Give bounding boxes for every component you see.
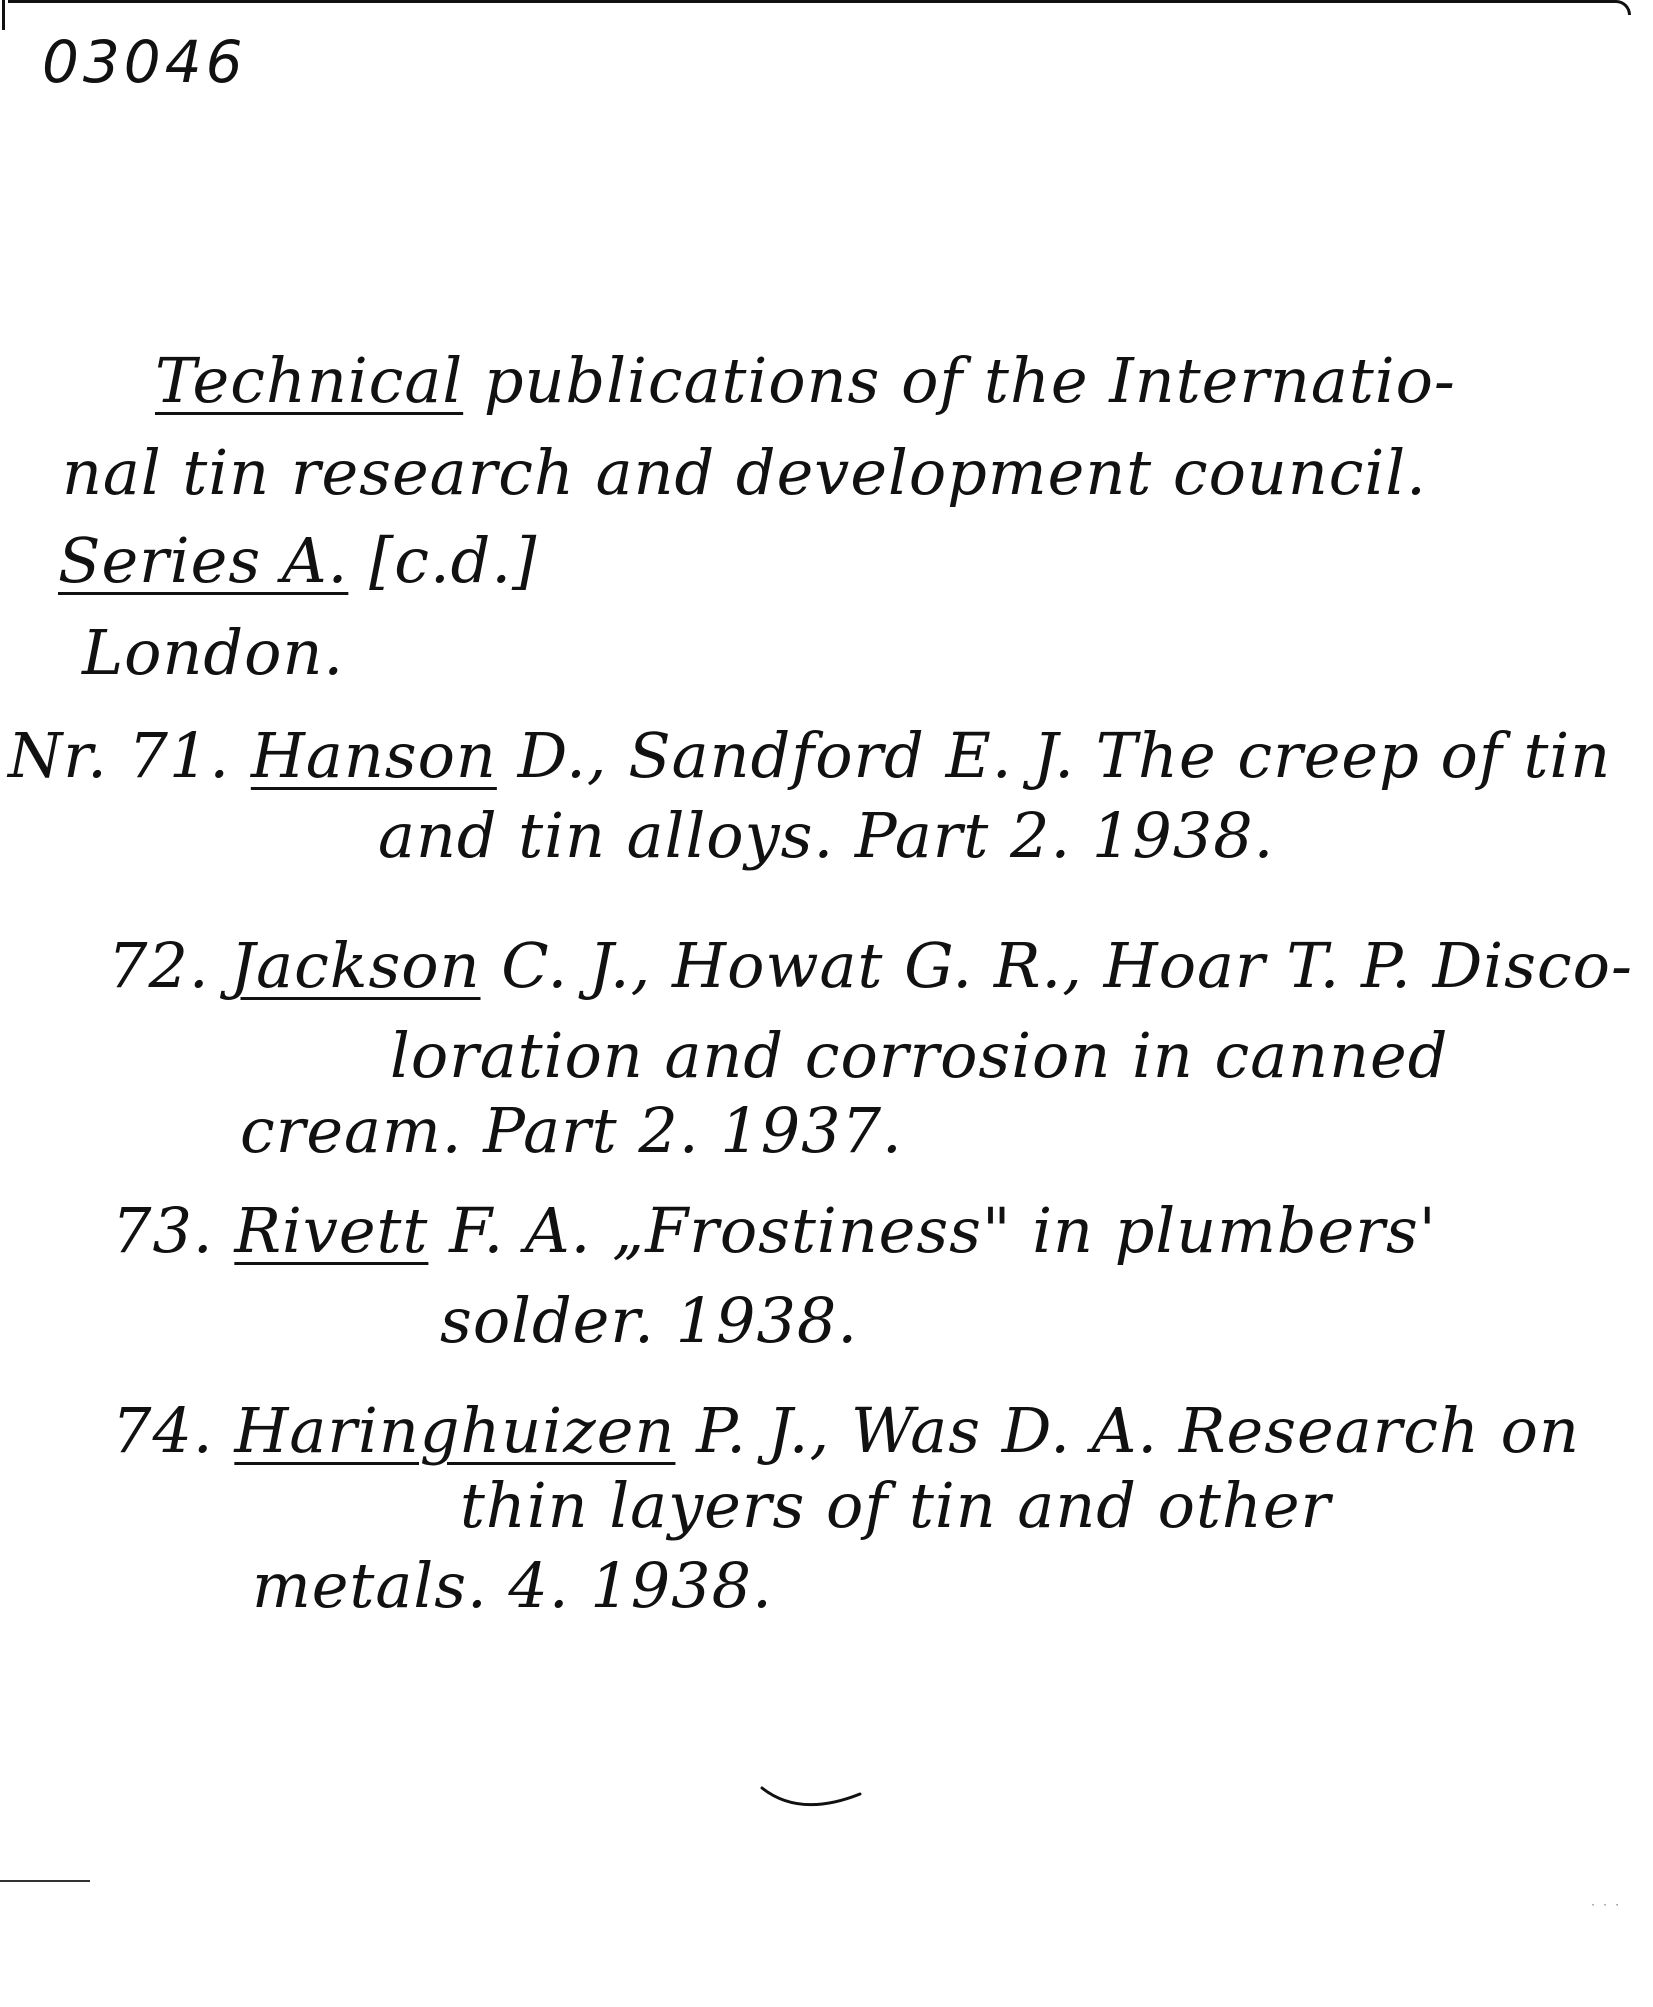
entry-71-line-2: and tin alloys. Part 2. 1938. [378,799,1275,872]
card-top-edge [8,0,1631,15]
entry-71-line-1 [8,719,1612,792]
entry-72-line-2: loration and corrosion in canned [390,1019,1449,1092]
heading-series-note: [c.d.] [369,524,538,597]
entry-71-number: Nr. 71. [8,719,231,792]
heading-series: Series A. [58,524,349,597]
heading-place: London. [82,616,345,689]
catalog-number: 03046 [42,28,247,96]
card-left-edge [2,0,5,30]
entry-73-line-2: solder. 1938. [440,1284,859,1357]
entry-74-author: Haringhuizen [234,1394,676,1467]
heading-line-1 [155,344,1456,417]
entry-72-number: 72. [108,929,210,1002]
entry-73-line-1 [112,1194,1437,1267]
heading-line-2: nal tin research and development council. [62,436,1427,509]
entry-74-text: P. J., Was D. A. Research on [696,1394,1580,1467]
heading-title-rest: publications of the Internatio- [483,344,1456,417]
entry-72-author: Jackson [230,929,481,1002]
card-bottom-edge-mark [0,1880,90,1882]
entry-72-text: C. J., Howat G. R., Hoar T. P. Disco- [501,929,1633,1002]
entry-72-line-3: cream. Part 2. 1937. [240,1094,903,1167]
heading-title-word: Technical [155,344,464,417]
entry-73-author: Rivett [234,1194,429,1267]
entry-74-line-3: metals. 4. 1938. [252,1549,773,1622]
entry-73-text: F. A. „Frostiness" in plumbers' [449,1194,1437,1267]
entry-71-text: D., Sandford E. J. The creep of tin [517,719,1612,792]
entry-73-number: 73. [112,1194,214,1267]
entry-74-line-1 [112,1394,1580,1467]
heading-series-line [58,524,538,597]
entry-74-number: 74. [112,1394,214,1467]
card-corner-specks: · · · [1590,1900,1621,1911]
entry-74-line-2: thin layers of tin and other [460,1469,1332,1542]
entry-72-line-1 [108,929,1633,1002]
entry-71-author: Hanson [250,719,497,792]
closing-swash-mark [760,1780,870,1820]
